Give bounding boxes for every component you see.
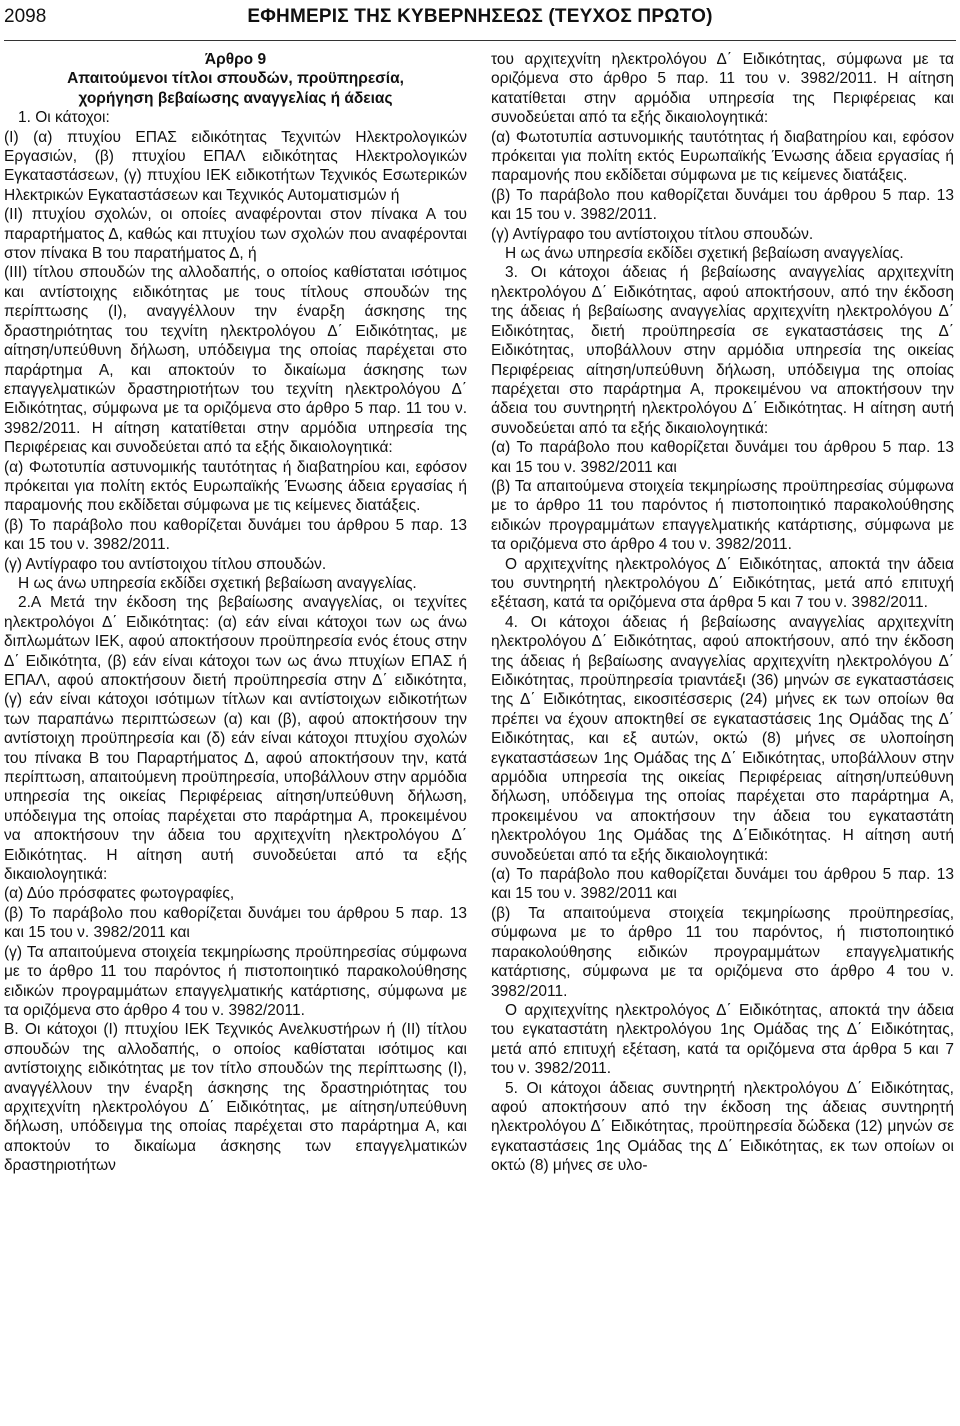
paragraph: (γ) Αντίγραφο του αντίστοιχου τίτλου σπουδών. bbox=[491, 225, 814, 243]
paragraph: Η ως άνω υπηρεσία εκδίδει σχετική βεβαίωση αναγγελίας. bbox=[18, 574, 417, 592]
paragraph: (ΙΙ) πτυχίου σχολών, οι οποίες αναφέρονται στον πίνακα Α του παραρτήματος Δ, καθώς και πτυχίου των σχολών που αναφέρονται στον πίνακα Β του παρατήματος Δ, ή bbox=[4, 206, 467, 263]
paragraph: (β) Τα απαιτούμενα στοιχεία τεκμηρίωσης προϋπηρεσίας σύμφωνα με το άρθρο 11 του παρόντος ή πιστοποιητικό παρακολούθησης ειδικών προγραμμάτων επαγγελματικής κατάρτισης, σύμφωνα με τα οριζόμενα στο άρθρο 4 του ν. 3982/2011. bbox=[491, 477, 954, 554]
paragraph: 5. Οι κάτοχοι άδειας συντηρητή ηλεκτρολόγου Δ΄ Ειδικότητας, αφού αποκτήσουν από την έκδοση της άδειας συντηρητή ηλεκτρολόγου Δ΄ Ειδικότητας, προϋπηρεσία δώδεκα (12) μηνών σε εγκαταστάσεις 1ης Ομάδας της Δ΄ Ειδικότητας, εκ των οποίων οι οκτώ (8) μήνες σε υλο- bbox=[491, 1079, 954, 1175]
paragraph: Β. Οι κάτοχοι (Ι) πτυχίου ΙΕΚ Τεχνικός Ανελκυστήρων ή (ΙΙ) τίτλου σπουδών της αλλοδαπής, ο οποίος καθίσταται ισότιμος και αντίστοιχης ειδικότητας με τον τίτλο σπουδών της περίπτωσης (Ι), αναγγέλλουν την έναρξη άσκησης της δραστηριότητας του αρχιτεχνίτη ηλεκτρολόγου Δ΄ Ειδικότητας, με αίτηση/υπεύθυνη δήλωση, υπόδειγμα της οποίας παρέχεται στο παράρτημα Α, και αποκτούν το δικαίωμα άσκησης των επαγγελματικών δραστηριοτήτων bbox=[4, 1021, 467, 1175]
paragraph: (β) Το παράβολο που καθορίζεται δυνάμει του άρθρου 5 παρ. 13 και 15 του ν. 3982/2011 και bbox=[4, 904, 467, 942]
paragraph: (β) Το παράβολο που καθορίζεται δυνάμει του άρθρου 5 παρ. 13 και 15 του ν. 3982/2011. bbox=[4, 516, 467, 554]
paragraph: (α) Το παράβολο που καθορίζεται δυνάμει του άρθρου 5 παρ. 13 και 15 του ν. 3982/2011 και bbox=[491, 866, 954, 903]
paragraph: Η ως άνω υπηρεσία εκδίδει σχετική βεβαίωση αναγγελίας. bbox=[505, 245, 904, 263]
paragraph: (α) Φωτοτυπία αστυνομικής ταυτότητας ή διαβατηρίου και, εφόσον πρόκειται για πολίτη εκτός Ευρωπαϊκής Ένωσης άδεια εργασίας ή παραμονής που εκδίδεται σύμφωνα με τις κείμενες διατάξεις. bbox=[4, 458, 467, 515]
paragraph: του αρχιτεχνίτη ηλεκτρολόγου Δ΄ Ειδικότητας, σύμφωνα με τα οριζόμενα στο άρθρο 5 παρ. 11 του ν. 3982/2011. Η αίτηση κατατίθεται στην αρμόδια υπηρεσία της Περιφέρειας και συνοδεύεται από τα εξής δικαιολογητικά: bbox=[491, 51, 954, 127]
right-column bbox=[491, 50, 954, 1176]
gazette-title: ΕΦΗΜΕΡΙΣ ΤΗΣ ΚΥΒΕΡΝΗΣΕΩΣ (ΤΕΥΧΟΣ ΠΡΩΤΟ) bbox=[247, 6, 713, 27]
article-title-line1: Απαιτούμενοι τίτλοι σπουδών, προϋπηρεσία, bbox=[67, 70, 404, 88]
paragraph: 1. Οι κάτοχοι: bbox=[18, 109, 110, 127]
paragraph: (Ι) (α) πτυχίου ΕΠΑΣ ειδικότητας Τεχνιτών Ηλεκτρολογικών Εργασιών, (β) πτυχίου ΕΠΑΛ ειδικότητας Ηλεκτρολογικών Εγκαταστάσεων, (γ) πτυχίου ΙΕΚ ειδικοτήτων Τεχνικός Εσωτερικών Ηλεκτρικών Εγκαταστάσεων και Τεχνικός Αυτοματισμών ή bbox=[4, 128, 467, 204]
paragraph: (α) Φωτοτυπία αστυνομικής ταυτότητας ή διαβατηρίου και, εφόσον πρόκειται για πολίτη εκτός Ευρωπαϊκής Ένωσης άδεια εργασίας ή παραμονής που εκδίδεται σύμφωνα με τις κείμενες διατάξεις. bbox=[491, 128, 954, 185]
paragraph: 3. Οι κάτοχοι άδειας ή βεβαίωσης αναγγελίας αρχιτεχνίτη ηλεκτρολόγου Δ΄ Ειδικότητας, αφού αποκτήσουν, από την έκδοση της άδειας ή βεβαίωσης αναγγελίας αρχιτεχνίτη ηλεκτρολόγου Δ΄ Ειδικότητας, διετή προϋπηρεσία σε εγκαταστάσεις της Δ΄ Ειδικότητας, υποβάλλουν στην αρμόδια υπηρεσία της οικείας Περιφέρειας αίτηση/υπεύθυνη δήλωση, υπόδειγμα της οποίας παρέχεται στο παράρτημα Α, προκειμένου να αποκτήσουν την άδεια του συντηρητή ηλεκτρολόγου Δ΄ Ειδικότητας. Η αίτηση αυτή συνοδεύεται από τα εξής δικαιολογητικά: bbox=[491, 264, 954, 437]
paragraph: (ΙΙΙ) τίτλου σπουδών της αλλοδαπής, ο οποίος καθίσταται ισότιμος και αντίστοιχης ειδικότητας με τους τίτλους σπουδών της περίπτωσης (Ι), αναγγέλλουν την έναρξη άσκησης της δραστηριότητας του τεχνίτη ηλεκτρολόγου Δ΄ Ειδικότητας, με αίτηση/υπεύθυνη δήλωση, υπόδειγμα της οποίας παρέχεται στο παράρτημα Α, και αποκτούν το δικαίωμα άσκησης των επαγγελματικών δραστηριοτήτων του τεχνίτη ηλεκτρολόγου Δ΄ Ειδικότητας, σύμφωνα με τα οριζόμενα στο άρθρο 5 παρ. 11 του ν. 3982/2011. Η αίτηση κατατίθεται στην αρμόδια υπηρεσία της Περιφέρειας και συνοδεύεται από τα εξής δικαιολογητικά: bbox=[4, 264, 467, 457]
paragraph: (β) Το παράβολο που καθορίζεται δυνάμει του άρθρου 5 παρ. 13 και 15 του ν. 3982/2011. bbox=[491, 186, 954, 224]
paragraph: (γ) Τα απαιτούμενα στοιχεία τεκμηρίωσης προϋπηρεσίας σύμφωνα με το άρθρο 11 του παρόντος ή πιστοποιητικό παρακολούθησης ειδικών προγραμμάτων επαγγελματικής κατάρτισης, σύμφωνα με τα οριζόμενα στο άρθρο 4 του ν. 3982/2011. bbox=[4, 943, 467, 1019]
page-number: 2098 bbox=[4, 6, 47, 27]
header-rule bbox=[4, 40, 956, 41]
page-header bbox=[4, 6, 956, 40]
paragraph: Ο αρχιτεχνίτης ηλεκτρολόγος Δ΄ Ειδικότητας, αποκτά την άδεια του εγκαταστάτη ηλεκτρολόγου 1ης Ομάδας της Δ΄ Ειδικότητας, μετά από επιτυχή εξέταση, κατά τα οριζόμενα στα άρθρα 5 και 7 του ν. 3982/2011. bbox=[491, 1001, 954, 1078]
paragraph: (α) Το παράβολο που καθορίζεται δυνάμει του άρθρου 5 παρ. 13 και 15 του ν. 3982/2011 και bbox=[491, 439, 954, 476]
article-title-line2: χορήγηση βεβαίωσης αναγγελίας ή άδειας bbox=[78, 89, 393, 107]
paragraph: 2.Α Μετά την έκδοση της βεβαίωσης αναγγελίας, οι τεχνίτες ηλεκτρολόγοι Δ΄ Ειδικότητας: (α) εάν είναι κάτοχοι των ως άνω διπλωμάτων ΙΕΚ, αφού αποκτήσουν προϋπηρεσία ενός έτους στην Δ΄ Ειδικότητα, (β) εάν είναι κάτοχοι των ως άνω πτυχίων ΕΠΑΣ ή ΕΠΑΛ, αφού αποκτήσουν διετή προϋπηρεσία στην Δ΄ ειδικότητα, (γ) εάν είναι κάτοχοι ισότιμων τίτλων και αντίστοιχων ειδικοτήτων των παραπάνω περιπτώσεων (α) και (β), αφού αποκτήσουν την αντίστοιχη προϋπηρεσία και (δ) εάν είναι κάτοχοι πτυχίου σχολών του πίνακα Β του Παραρτήματος Δ, αφού αποκτήσουν την, κατά περίπτωση, απαιτούμενη προϋπηρεσία, υποβάλλουν στην αρμόδια υπηρεσία της οικείας Περιφέρειας αίτηση/υπεύθυνη δήλωση, υπόδειγμα της οποίας παρέχεται στο παράρτημα Α, προκειμένου να αποκτήσουν την άδεια του αρχιτεχνίτη ηλεκτρολόγου Δ΄ Ειδικότητας. Η αίτηση αυτή συνοδεύεται από τα εξής δικαιολογητικά: bbox=[4, 594, 467, 884]
left-column bbox=[4, 50, 467, 1176]
paragraph: Ο αρχιτεχνίτης ηλεκτρολόγος Δ΄ Ειδικότητας, αποκτά την άδεια του συντηρητή ηλεκτρολόγου Δ΄ Ειδικότητας, μετά από επιτυχή εξέταση, κατά τα οριζόμενα στα άρθρα 5 και 7 του ν. 3982/2011. bbox=[491, 555, 954, 612]
paragraph: (β) Τα απαιτούμενα στοιχεία τεκμηρίωσης προϋπηρεσίας, σύμφωνα με το άρθρο 11 του παρόντος, ή πιστοποιητικό παρακολούθησης ειδικών προγραμμάτων επαγγελματικής κατάρτισης, σύμφωνα με τα οριζόμενα στο άρθρο 4 του ν. 3982/2011. bbox=[491, 904, 954, 1000]
article-number: Άρθρο 9 bbox=[204, 51, 267, 68]
paragraph: (γ) Αντίγραφο του αντίστοιχου τίτλου σπουδών. bbox=[4, 555, 327, 573]
paragraph: 4. Οι κάτοχοι άδειας ή βεβαίωσης αναγγελίας αρχιτεχνίτη ηλεκτρολόγου Δ΄ Ειδικότητας, αφού αποκτήσουν, από την έκδοση της άδειας ή βεβαίωσης αναγγελίας αρχιτεχνίτη ηλεκτρολόγου Δ΄ Ειδικότητας, προϋπηρεσία τριαντάεξι (36) μηνών σε εγκαταστάσεις της Δ΄ Ειδικότητας, εικοσιτέσσερις (24) μήνες εκ των οποίων θα πρέπει να έχουν αποκτηθεί σε εγκαταστάσεις 1ης Ομάδας της Δ΄ Ειδικότητας, και εξ αυτών, οκτώ (8) μήνες σε υλοποίηση εγκαταστάσεων 1ης Ομάδας της Δ΄ Ειδικότητας, υποβάλλουν στην αρμόδια υπηρεσία της οικείας Περιφέρειας αίτηση/υπεύθυνη δήλωση, υπόδειγμα της οποίας παρέχεται στο παράρτημα Α, προκειμένου να αποκτήσουν την άδεια του εγκαταστάτη ηλεκτρολόγου 1ης Ομάδας της Δ΄Ειδικότητας. Η αίτηση αυτή συνοδεύεται από τα εξής δικαιολογητικά: bbox=[491, 613, 954, 864]
paragraph: (α) Δύο πρόσφατες φωτογραφίες, bbox=[4, 885, 235, 903]
